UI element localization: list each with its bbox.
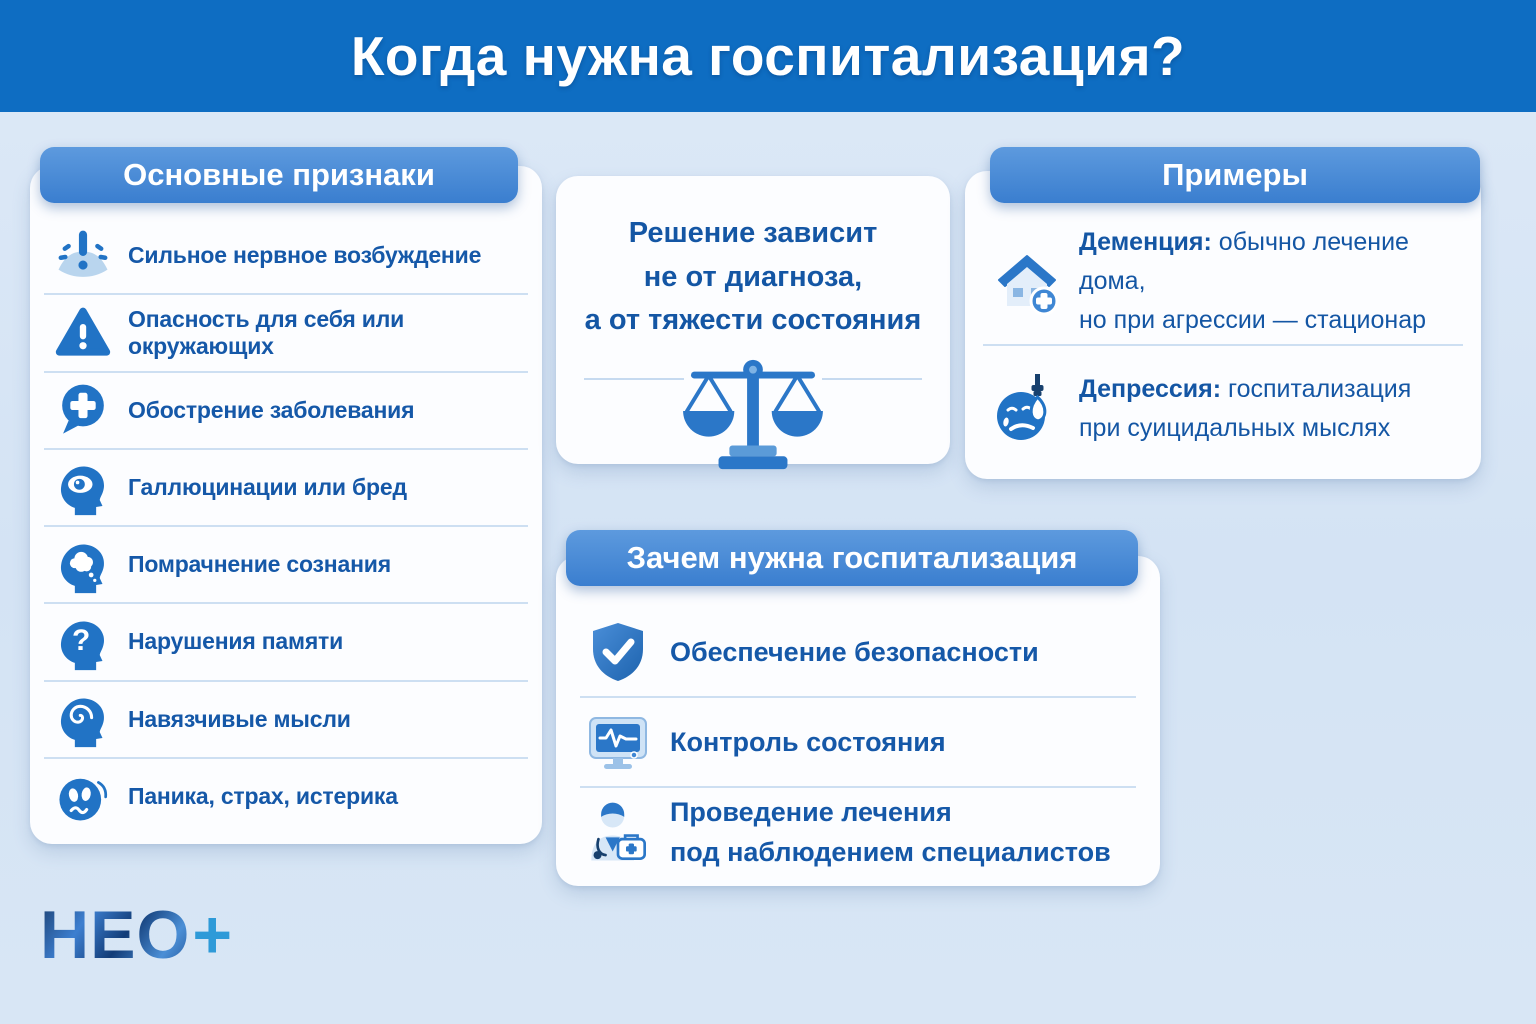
danger-warning-icon bbox=[54, 304, 112, 362]
sign-label: Обострение заболевания bbox=[128, 396, 415, 423]
example-term: Депрессия: bbox=[1079, 374, 1222, 403]
shield-check-icon bbox=[586, 620, 650, 684]
hallucination-icon bbox=[54, 458, 112, 516]
purpose-label: Проведение лечения под наблюдением специалистов bbox=[670, 796, 1111, 867]
sign-label: Навязчивые мысли bbox=[128, 705, 351, 732]
list-item bbox=[580, 608, 1136, 698]
neo-plus-logo bbox=[40, 896, 233, 974]
purpose-card bbox=[556, 556, 1160, 886]
sign-label: Помрачнение сознания bbox=[128, 551, 391, 578]
list-item bbox=[983, 219, 1463, 346]
sign-label: Нарушения памяти bbox=[128, 628, 344, 655]
examples-card-title: Примеры bbox=[1162, 157, 1308, 192]
list-item bbox=[580, 788, 1136, 876]
list-item bbox=[44, 450, 528, 527]
example-text: Депрессия: госпитализация при суицидальных мыслях bbox=[1079, 374, 1412, 442]
list-item bbox=[44, 527, 528, 604]
depression-icon bbox=[991, 373, 1063, 445]
list-item bbox=[983, 346, 1463, 471]
signs-card bbox=[30, 166, 542, 844]
purpose-label: Обеспечение безопасности bbox=[670, 636, 1039, 667]
list-item bbox=[44, 759, 528, 834]
vitals-monitor-icon bbox=[586, 710, 650, 774]
doctor-icon bbox=[586, 800, 650, 864]
purpose-label: Контроль состояния bbox=[670, 726, 946, 757]
decision-card bbox=[556, 176, 950, 464]
home-care-icon bbox=[991, 246, 1063, 318]
sign-label: Сильное нервное возбуждение bbox=[128, 242, 482, 269]
purpose-card-header bbox=[566, 530, 1138, 586]
list-item bbox=[44, 218, 528, 295]
examples-card bbox=[965, 171, 1481, 479]
memory-loss-icon bbox=[54, 613, 112, 671]
header-bar bbox=[0, 0, 1536, 112]
disease-flareup-icon bbox=[54, 381, 112, 439]
list-item bbox=[44, 682, 528, 759]
sign-label: Опасность для себя или окружающих bbox=[128, 305, 405, 359]
svg-text:?: ? bbox=[72, 624, 91, 658]
decision-statement: Решение зависит не от диагноза, а от тяжести состояния bbox=[584, 217, 922, 336]
sign-label: Галлюцинации или бред bbox=[128, 473, 407, 500]
example-term: Деменция: bbox=[1079, 228, 1212, 257]
logo-text: НЕО bbox=[40, 897, 191, 973]
logo-plus-icon: + bbox=[192, 897, 234, 973]
purpose-card-title: Зачем нужна госпитализация bbox=[626, 540, 1078, 575]
confusion-icon bbox=[54, 536, 112, 594]
page-title: Когда нужна госпитализация? bbox=[350, 25, 1186, 87]
agitation-icon bbox=[54, 227, 112, 285]
list-item bbox=[44, 373, 528, 450]
list-item bbox=[44, 295, 528, 372]
signs-card-header bbox=[40, 147, 518, 203]
panic-icon bbox=[54, 767, 112, 825]
list-item bbox=[44, 604, 528, 681]
sign-label: Паника, страх, истерика bbox=[128, 782, 398, 809]
balance-scale-icon bbox=[664, 348, 842, 476]
example-text: Деменция: обычно лечение дома, но при агрессии — стационар bbox=[1079, 228, 1427, 334]
signs-card-title: Основные признаки bbox=[123, 157, 435, 192]
list-item bbox=[580, 698, 1136, 788]
examples-card-header bbox=[990, 147, 1480, 203]
obsessive-thoughts-icon bbox=[54, 690, 112, 748]
